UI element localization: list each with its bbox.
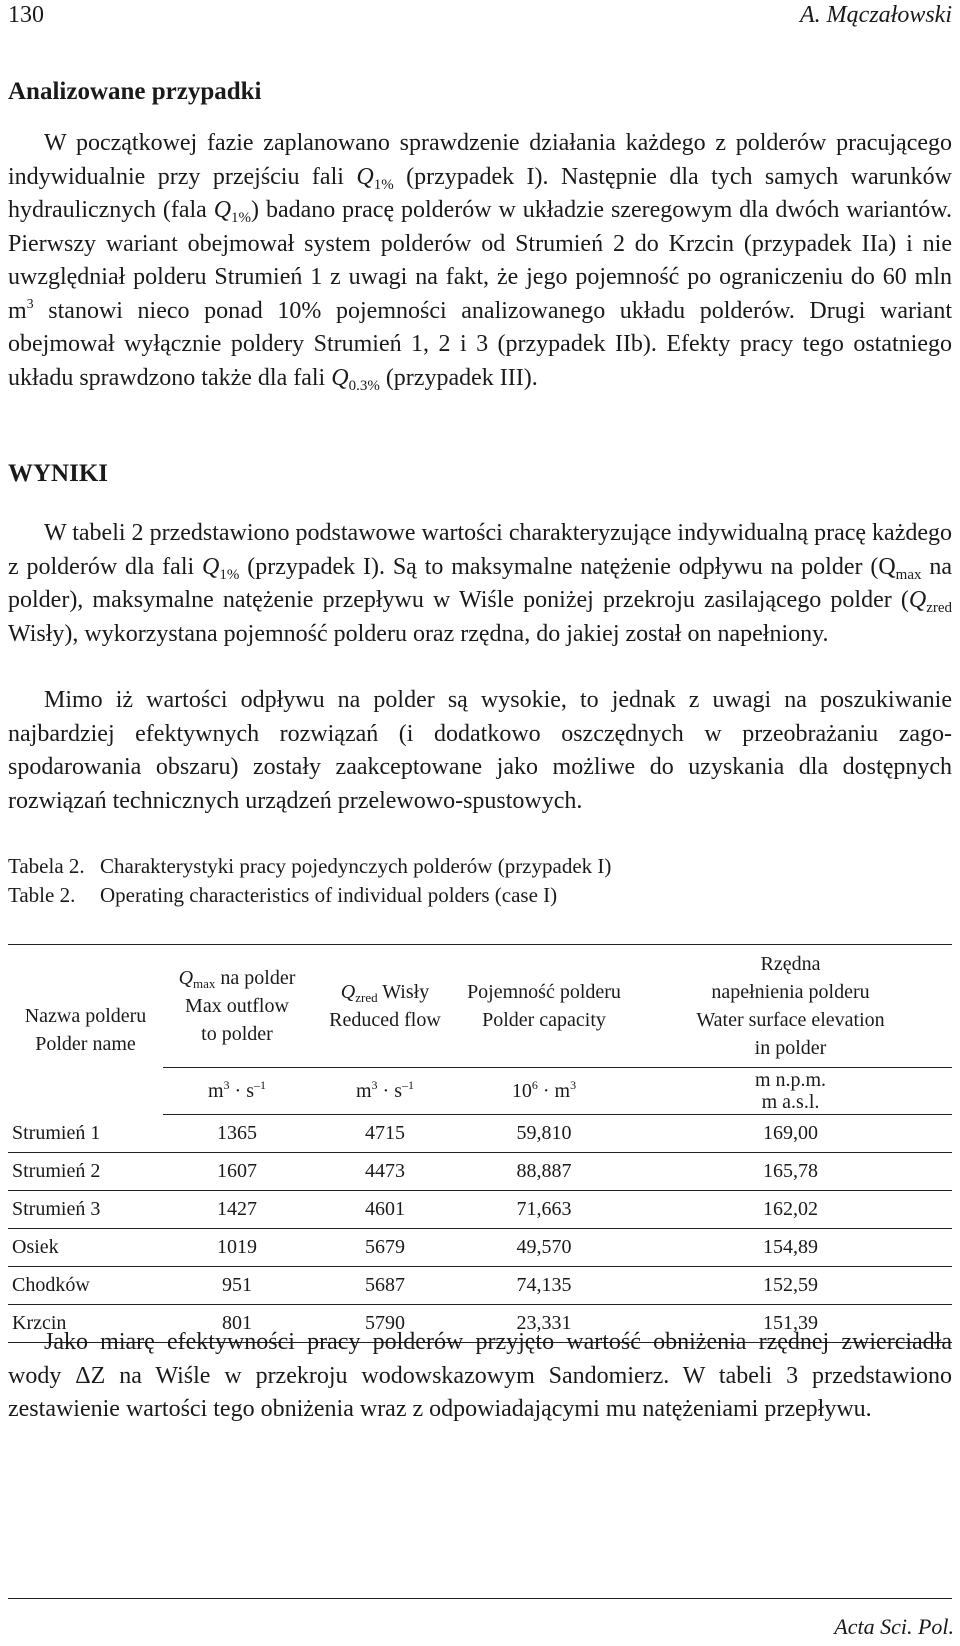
cell-qmax: 1019 bbox=[163, 1229, 311, 1267]
cell-qmax: 1607 bbox=[163, 1153, 311, 1191]
header-capacity: Pojemność polderu Polder capacity bbox=[467, 981, 621, 1031]
cell-qzred: 4715 bbox=[311, 1115, 459, 1153]
footer-divider bbox=[8, 1598, 952, 1599]
page-number: 130 bbox=[8, 2, 44, 28]
cell-qzred: 4473 bbox=[311, 1153, 459, 1191]
cell-elevation: 169,00 bbox=[629, 1115, 952, 1153]
table-row bbox=[8, 1229, 952, 1267]
cell-elevation: 162,02 bbox=[629, 1191, 952, 1229]
cell-qzred: 5790 bbox=[311, 1305, 459, 1343]
table-row bbox=[8, 1153, 952, 1191]
cell-qzred: 5679 bbox=[311, 1229, 459, 1267]
cell-polder-name: Krzcin bbox=[8, 1305, 163, 1343]
cell-capacity: 23,331 bbox=[459, 1305, 629, 1343]
data-table bbox=[8, 944, 952, 1343]
unit-elevation: m n.p.m. m a.s.l. bbox=[629, 1068, 952, 1115]
document-page bbox=[8, 0, 958, 1646]
cell-qmax: 801 bbox=[163, 1305, 311, 1343]
cell-capacity: 59,810 bbox=[459, 1115, 629, 1153]
unit-qzred: $m^3 \cdot s^{-1}$ bbox=[311, 1068, 459, 1115]
header-qmax: $Q_{max}$ na polder Max outflow to polder bbox=[178, 967, 296, 1045]
cell-elevation: 151,39 bbox=[629, 1305, 952, 1343]
cell-polder-name: Strumień 2 bbox=[8, 1153, 163, 1191]
cell-qmax: 1427 bbox=[163, 1191, 311, 1229]
cell-capacity: 88,887 bbox=[459, 1153, 629, 1191]
cell-polder-name: Osiek bbox=[8, 1229, 163, 1267]
section-heading-results: WYNIKI bbox=[8, 460, 109, 487]
cell-qmax: 951 bbox=[163, 1267, 311, 1305]
table-header-row bbox=[8, 945, 952, 1068]
paragraph-analyzed-cases: W początkowej fazie zaplanowano sprawdzenie działania każdego z polderów pracującego indywidualnie przy przejściu fali $Q_{1\%}$ (przypadek I). Następnie dla tych samych warunków hydraulicznych (fala $Q_{1\%}$) badano pracę polderów w układzie szeregowym dla dwóch wariantów. Pierwszy wariant obejmował system polderów od Strumień 2 do Krzcin (przypadek IIa) i nie uwzględniał polderu Strumień 1 z uwagi na fakt, że jego pojemność po ograniczeniu do 60 mln $m^3$ stanowi nieco ponad 10% pojemności analizowanego układu polderów. Drugi wariant obejmował wyłącznie poldery Strumień 1, 2 i 3 (przypadek IIb). Efekty pracy tego ostatniego układu sprawdzono także dla fali $Q_{0.3\%}$ (przypadek III). bbox=[8, 130, 952, 394]
journal-name: Acta Sci. Pol. bbox=[834, 1614, 954, 1639]
cell-elevation: 165,78 bbox=[629, 1153, 952, 1191]
paragraph-effectiveness: Jako miarę efektywności pracy polderów przyjęto wartość obniżenia rzędnej zwierciadła wody ΔZ na Wiśle w przekroju wodowskazowym Sandomierz. W tabeli 3 przedstawiono zestawienie wartości tego obniżenia wraz z odpowiadającymi mu natężeniami przepływu. bbox=[8, 1329, 952, 1422]
paragraph-results-1: W tabeli 2 przedstawiono podstawowe wartości charakteryzujące indywidualną pracę każdego z polderów dla fali $Q_{1\%}$ (przypadek I). Są to maksymalne natężenie odpływu na polder ($Q_{max}$ na polder), maksymalne natężenie przepływu w Wiśle poniżej przekroju zasilającego polder ($Q_{zred}$ Wisły), wykorzystana pojemność polderu oraz rzędna, do jakiej został on napełniony. bbox=[8, 520, 953, 647]
header-elevation: Rzędna napełnienia polderu Water surface elevation in polder bbox=[696, 953, 885, 1059]
polder-characteristics-table bbox=[8, 944, 952, 1343]
cell-polder-name: Strumień 3 bbox=[8, 1191, 163, 1229]
cell-capacity: 74,135 bbox=[459, 1267, 629, 1305]
header-polder-name: Nazwa polderu Polder name bbox=[24, 1004, 147, 1055]
header-qzred: $Q_{zred}$ Wisły Reduced flow bbox=[329, 981, 441, 1031]
cell-elevation: 152,59 bbox=[629, 1267, 952, 1305]
cell-polder-name: Chodków bbox=[8, 1267, 163, 1305]
cell-capacity: 71,663 bbox=[459, 1191, 629, 1229]
cell-elevation: 154,89 bbox=[629, 1229, 952, 1267]
running-author: A. Mączałowski bbox=[800, 2, 952, 28]
cell-qzred: 4601 bbox=[311, 1191, 459, 1229]
table-caption-en: Table 2. Operating characteristics of individual polders (case I) bbox=[8, 883, 558, 907]
cell-capacity: 49,570 bbox=[459, 1229, 629, 1267]
running-header bbox=[8, 2, 952, 32]
unit-capacity: $10^6 \cdot m^3$ bbox=[459, 1068, 629, 1115]
section-heading-analyzed-cases: Analizowane przypadki bbox=[8, 78, 262, 105]
table-caption-pl: Tabela 2. Charakterystyki pracy pojedynczych polderów (przypadek I) bbox=[8, 854, 612, 878]
cell-polder-name: Strumień 1 bbox=[8, 1115, 163, 1153]
table-row bbox=[8, 1267, 952, 1305]
cell-qmax: 1365 bbox=[163, 1115, 311, 1153]
cell-qzred: 5687 bbox=[311, 1267, 459, 1305]
unit-qmax: $m^3 \cdot s^{-1}$ bbox=[163, 1068, 311, 1115]
table-row bbox=[8, 1191, 952, 1229]
paragraph-results-2: Mimo iż wartości odpływu na polder są wysokie, to jednak z uwagi na poszukiwanie najbardziej efektywnych rozwiązań (i dodatkowo oszczędnych w przeobrażaniu zagospodarowania obszaru) zostały zaakceptowane jako możliwe do uzyskania dla dostępnych rozwiązań technicznych urządzeń przelewowo-spustowych. bbox=[8, 687, 952, 814]
table-row bbox=[8, 1115, 952, 1153]
